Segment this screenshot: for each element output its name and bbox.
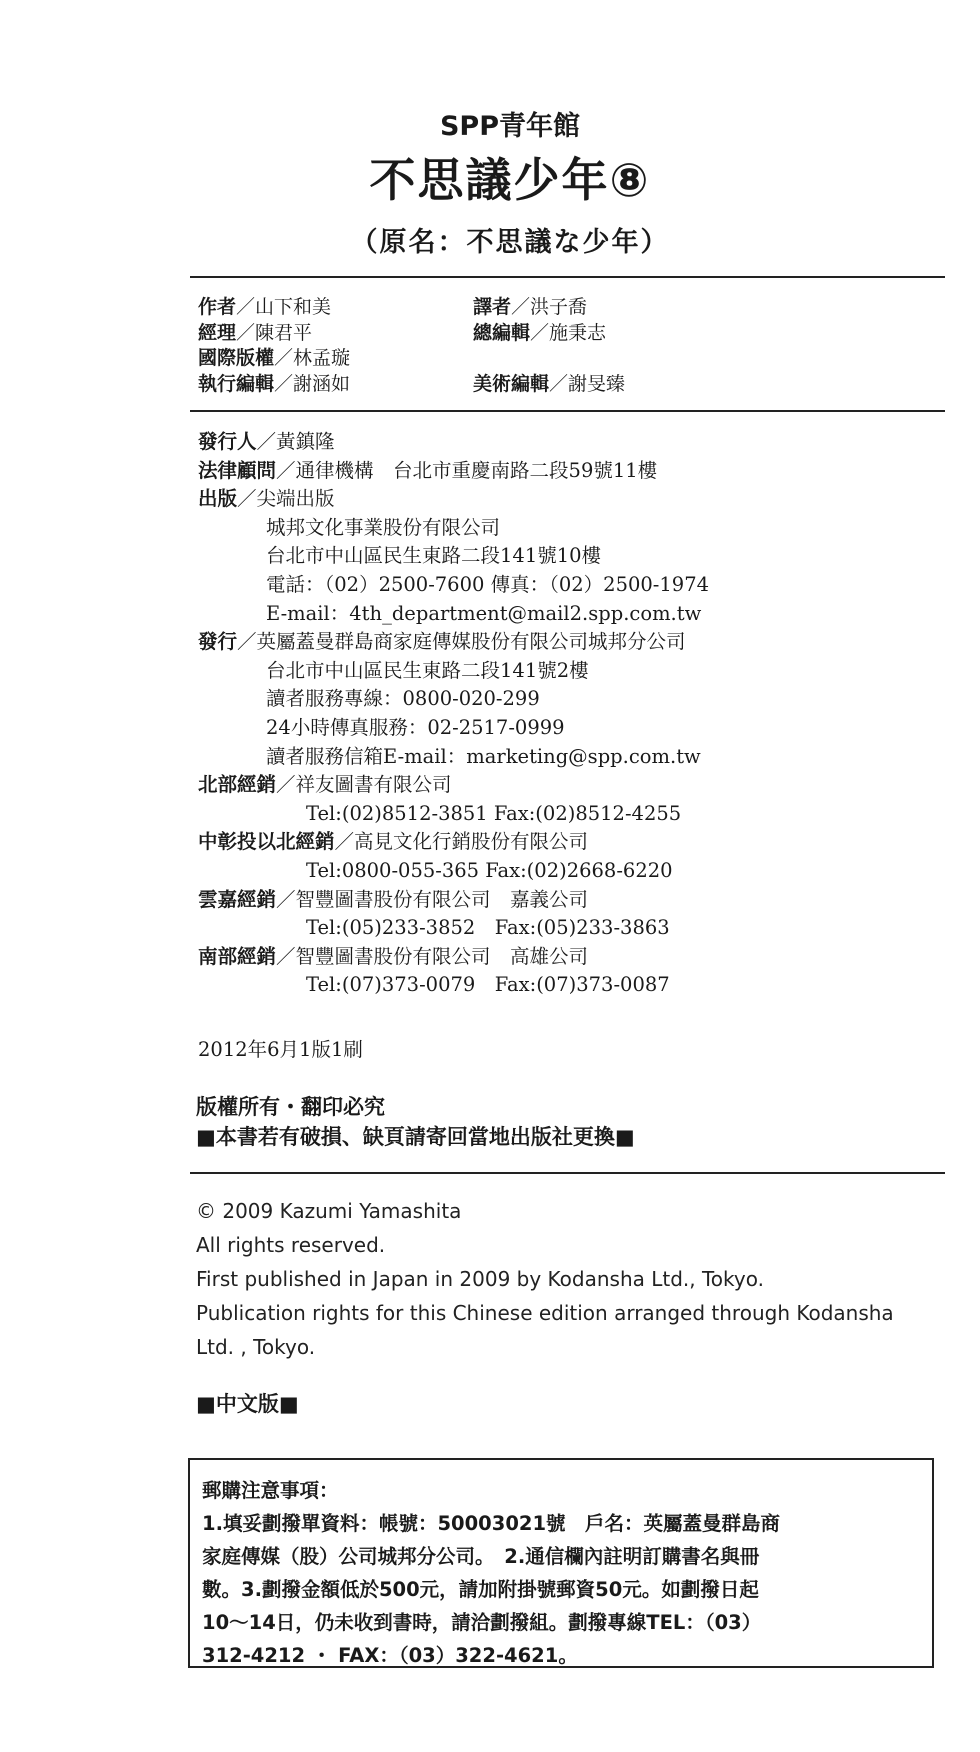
entry-value: 英屬蓋曼群島商家庭傳媒股份有限公司城邦分公司 (256, 630, 686, 654)
entry-value: Tel:(07)373-0079 Fax:(07)373-0087 (306, 973, 670, 997)
notice-line: 1.填妥劃撥單資料：帳號：50003021號 戶名：英屬蓋曼群島商 (202, 1512, 781, 1535)
credit-art-editor: 美術編輯／謝旻臻 (473, 372, 626, 395)
credit-row (198, 321, 898, 347)
arrangement-line: Publication rights for this Chinese edition arranged through Kodansha (196, 1301, 894, 1325)
rights-reserved: 版權所有・翻印必究 (196, 1095, 385, 1119)
entry-value: 台北市中山區民生東路二段141號10樓 (266, 544, 602, 568)
entry-label: 出版 (198, 487, 238, 511)
entry-value: 祥友圖書有限公司 (295, 773, 452, 797)
publisher-detail-line (198, 971, 938, 1000)
entry-label: 北部經銷 (198, 773, 277, 797)
credit-manager: 經理／陳君平 (198, 321, 313, 344)
entry-label: 雲嘉經銷 (198, 887, 277, 911)
entry-value: 高見文化行銷股份有限公司 (354, 830, 589, 854)
entry-value: 通律機構 台北市重慶南路二段59號11樓 (295, 458, 658, 482)
publisher-entry: 發行／英屬蓋曼群島商家庭傳媒股份有限公司城邦分公司 (198, 630, 686, 654)
publisher-detail-line (198, 600, 938, 629)
publisher-entry: 北部經銷／祥友圖書有限公司 (198, 773, 452, 797)
publisher-entry: 法律顧問／通律機構 台北市重慶南路二段59號11樓 (198, 458, 658, 482)
entry-label: 南部經銷 (198, 944, 277, 968)
copyright-line: © 2009 Kazumi Yamashita (196, 1199, 462, 1223)
credit-international-rights: 國際版權／林孟璇 (198, 347, 351, 369)
series-name: SPP青年館 (439, 111, 581, 142)
original-title: （原名：不思議な少年） (350, 227, 670, 258)
entry-value: Tel:0800-055-365 Fax:(02)2668-6220 (306, 858, 673, 882)
credit-chief-editor: 總編輯／施秉志 (473, 321, 607, 344)
publisher-entry: 中彰投以北經銷／高見文化行銷股份有限公司 (198, 830, 589, 854)
publisher-detail-line (198, 914, 938, 943)
entry-value: 電話：（02）2500-7600 傳真：（02）2500-1974 (266, 572, 710, 596)
first-published-line: First published in Japan in 2009 by Kodansha Ltd., Tokyo. (196, 1267, 764, 1291)
publisher-detail-line (198, 857, 938, 886)
entry-value: 讀者服務專線：0800-020-299 (266, 687, 540, 711)
publisher-entry: 南部經銷／智豐圖書股份有限公司 高雄公司 (198, 944, 589, 968)
entry-label: 發行人 (198, 430, 257, 453)
divider-english (190, 1172, 945, 1174)
print-date: 2012年6月1版1刷 (198, 1038, 363, 1061)
edition-label: ■中文版■ (196, 1392, 299, 1416)
credit-row (198, 295, 898, 321)
entry-value: 24小時傳真服務：02-2517-0999 (266, 715, 565, 739)
publisher-entry: 出版／尖端出版 (198, 487, 335, 511)
publisher-detail-line (198, 743, 938, 772)
mail-order-notice (188, 1458, 934, 1668)
entry-value: 台北市中山區民生東路二段141號2樓 (266, 658, 589, 682)
rights-line: All rights reserved. (196, 1233, 386, 1257)
publisher-entry: 雲嘉經銷／智豐圖書股份有限公司 嘉義公司 (198, 887, 589, 911)
divider-top (190, 276, 945, 278)
entry-value: 尖端出版 (256, 487, 335, 511)
notice-line: 10～14日，仍未收到書時，請洽劃撥組。劃撥專線TEL：（03） (202, 1611, 762, 1634)
entry-value: E-mail：4th_department@mail2.spp.com.tw (266, 601, 702, 625)
notice-title: 郵購注意事項： (202, 1479, 339, 1502)
entry-value: Tel:(05)233-3852 Fax:(05)233-3863 (306, 916, 670, 940)
staff-credits (198, 295, 898, 397)
publisher-detail-line (198, 514, 938, 543)
credit-translator: 譯者／洪子喬 (473, 296, 588, 318)
credit-row (198, 346, 898, 372)
entry-value: 讀者服務信箱E-mail：marketing@spp.com.tw (266, 744, 701, 768)
arrangement-line-cont: Ltd. , Tokyo. (196, 1335, 316, 1359)
notice-line: 312-4212 ・ FAX：（03）322-4621。 (202, 1644, 578, 1667)
notice-line: 家庭傳媒（股）公司城邦分公司。 2.通信欄內註明訂購書名與冊 (202, 1545, 760, 1568)
entry-value: Tel:(02)8512-3851 Fax:(02)8512-4255 (306, 801, 682, 825)
publisher-detail-line (198, 714, 938, 743)
notice-line: 數。3.劃撥金額低於500元，請加附掛號郵資50元。如劃撥日起 (202, 1578, 759, 1601)
entry-value: 城邦文化事業股份有限公司 (266, 515, 501, 539)
entry-label: 法律顧問 (198, 458, 277, 482)
publisher-entry: 發行人／黃鎮隆 (198, 430, 335, 453)
damage-return-notice: ■本書若有破損、缺頁請寄回當地出版社更換■ (196, 1125, 635, 1149)
entry-value: 黃鎮隆 (276, 430, 335, 453)
publisher-detail-line (198, 542, 938, 571)
publisher-detail-line (198, 685, 938, 714)
publisher-detail-line (198, 657, 938, 686)
credit-executive-editor: 執行編輯／謝涵如 (198, 372, 351, 395)
entry-label: 中彰投以北經銷 (198, 830, 335, 854)
credit-row (198, 372, 898, 398)
entry-label: 發行 (198, 630, 238, 654)
credit-author: 作者／山下和美 (198, 296, 332, 318)
english-copyright (196, 1194, 976, 1364)
publisher-info (198, 428, 938, 1000)
rights-notice (196, 1092, 635, 1152)
publisher-detail-line (198, 571, 938, 600)
publisher-detail-line (198, 800, 938, 829)
divider-credits (190, 410, 945, 412)
book-title: 不思議少年⑧ (369, 153, 651, 207)
entry-value: 智豐圖書股份有限公司 高雄公司 (295, 944, 589, 968)
entry-value: 智豐圖書股份有限公司 嘉義公司 (295, 887, 589, 911)
